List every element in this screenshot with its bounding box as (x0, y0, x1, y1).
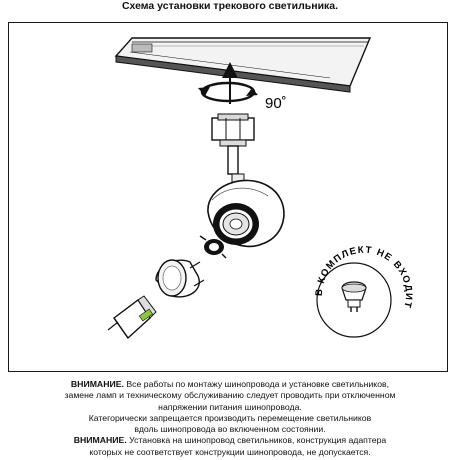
note-line-1-text: Все работы по монтажу шинопровода и установке светильников, (123, 379, 390, 389)
warning-notes (6, 379, 454, 458)
note-line-7: которых не соответствует конструкции шинопровода, не допускается. (89, 446, 371, 457)
note-line-5: вдоль шинопровода во включенном состоянии. (134, 424, 326, 435)
note-line-4: Категорически запрещается производить перемещение светильников (88, 412, 372, 423)
lamp-bulb (156, 260, 204, 297)
stamp-text-path: В КОМПЛЕКТ НЕ ВХОДИТ (313, 244, 415, 310)
warning-label-1: ВНИМАНИЕ. (70, 379, 124, 389)
socket-connector (108, 296, 156, 338)
note-line-2: замене ламп и техническому обслуживанию следует проводить при отключенном (64, 390, 396, 401)
rotation-arrow (198, 83, 258, 101)
lamp-housing (208, 180, 284, 246)
track-adapter (212, 114, 254, 184)
rotation-label: 90˚ (265, 95, 287, 112)
diagram-title: Схема установки трекового светильника. (121, 0, 339, 12)
note-line-6 (6, 435, 454, 446)
note-line-3: напряжении питания шинопровода. (158, 401, 302, 412)
warning-label-2: ВНИМАНИЕ. (73, 435, 127, 446)
not-included-stamp (314, 245, 414, 337)
note-line-1 (6, 379, 454, 390)
note-line-6-text: Установка на шинопровод светильников, конструкция адаптера (126, 435, 387, 446)
